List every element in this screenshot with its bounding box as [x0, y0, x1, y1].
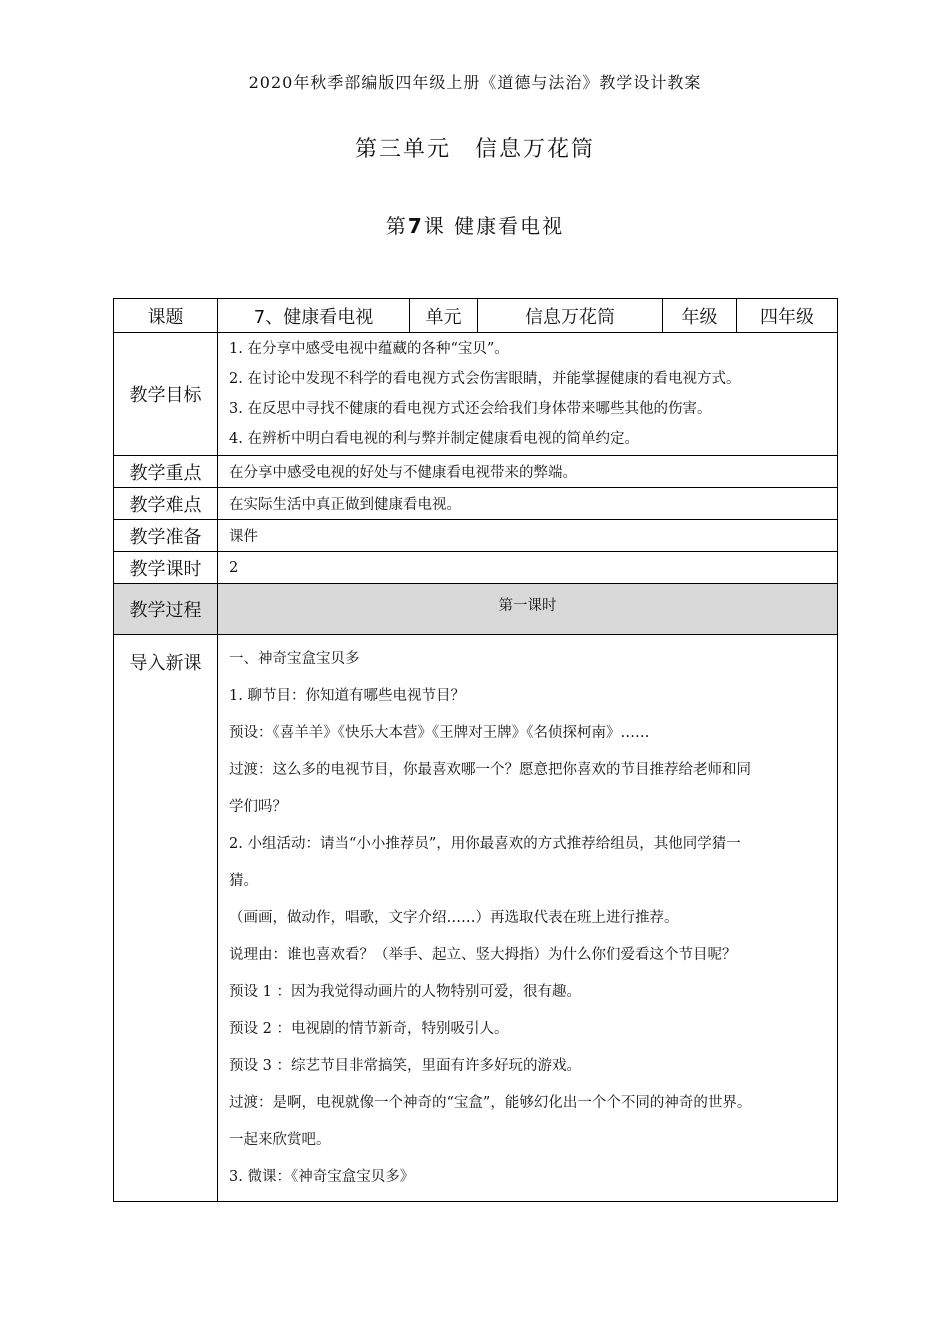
topic-value: 7、健康看电视	[218, 299, 410, 333]
topic-label: 课题	[114, 299, 218, 333]
intro-line: 2. 小组活动：请当“小小推荐员”，用你最喜欢的方式推荐给组员，其他同学猜一	[229, 836, 741, 852]
difficulties-label: 教学难点	[114, 488, 218, 520]
intro-row	[114, 635, 838, 1202]
goal-item: 2. 在讨论中发现不科学的看电视方式会伤害眼睛，并能掌握健康的看电视方式。	[229, 371, 741, 387]
process-period: 第一课时	[218, 584, 838, 635]
intro-line: 学们吗？	[229, 799, 287, 815]
key-points-text: 在分享中感受电视的好处与不健康看电视带来的弊端。	[218, 456, 838, 488]
process-row	[114, 584, 838, 635]
intro-line: 预设：《喜羊羊》《快乐大本营》《王牌对王牌》《名侦探柯南》……	[229, 725, 650, 741]
goal-item: 1. 在分享中感受电视中蕴藏的各种“宝贝”。	[229, 341, 509, 357]
lesson-plan-table	[113, 298, 838, 1202]
intro-line: 预设 2 ：电视剧的情节新奇，特别吸引人。	[229, 1021, 509, 1037]
preparation-text: 课件	[218, 520, 838, 552]
goals-list	[218, 333, 838, 456]
intro-content	[218, 635, 838, 1202]
intro-line: 预设 1 ：因为我觉得动画片的人物特别可爱，很有趣。	[229, 984, 581, 1000]
unit-value: 信息万花筒	[478, 299, 663, 333]
goal-item: 3. 在反思中寻找不健康的看电视方式还会给我们身体带来哪些其他的伤害。	[229, 401, 712, 417]
preparation-row	[114, 520, 838, 552]
intro-line: 一、神奇宝盒宝贝多	[229, 651, 360, 667]
preparation-label: 教学准备	[114, 520, 218, 552]
lesson-title	[0, 210, 950, 239]
intro-label: 导入新课	[114, 635, 218, 1202]
hours-label: 教学课时	[114, 552, 218, 584]
goal-item: 4. 在辨析中明白看电视的利与弊并制定健康看电视的简单约定。	[229, 431, 639, 447]
goals-label: 教学目标	[114, 333, 218, 456]
intro-line: （画画，做动作，唱歌，文字介绍……）再选取代表在班上进行推荐。	[229, 910, 679, 926]
lesson-prefix: 第	[385, 214, 408, 238]
hours-text: 2	[218, 552, 838, 584]
unit-label: 单元	[410, 299, 478, 333]
hours-row	[114, 552, 838, 584]
process-label: 教学过程	[114, 584, 218, 635]
intro-line: 说理由：谁也喜欢看？（举手、起立、竖大拇指）为什么你们爱看这个节目呢？	[229, 947, 737, 963]
goals-row	[114, 333, 838, 456]
intro-line: 3. 微课：《神奇宝盒宝贝多》	[229, 1169, 415, 1185]
intro-line: 过渡：这么多的电视节目，你最喜欢哪一个？愿意把你喜欢的节目推荐给老师和同	[229, 762, 751, 778]
intro-line: 过渡：是啊，电视就像一个神奇的“宝盒”，能够幻化出一个个不同的神奇的世界。	[229, 1095, 752, 1111]
lesson-number: 7	[407, 214, 424, 238]
grade-value: 四年级	[737, 299, 838, 333]
intro-line: 一起来欣赏吧。	[229, 1132, 331, 1148]
grade-label: 年级	[663, 299, 737, 333]
unit-title: 第三单元 信息万花筒	[354, 137, 595, 162]
document-header: 2020年秋季部编版四年级上册《道德与法治》教学设计教案	[248, 73, 702, 92]
key-points-row	[114, 456, 838, 488]
difficulties-text: 在实际生活中真正做到健康看电视。	[218, 488, 838, 520]
difficulties-row	[114, 488, 838, 520]
intro-line: 1. 聊节目：你知道有哪些电视节目？	[229, 688, 465, 704]
lesson-suffix: 课 健康看电视	[423, 214, 565, 238]
key-points-label: 教学重点	[114, 456, 218, 488]
info-row	[114, 299, 838, 333]
intro-line: 猜。	[229, 873, 258, 889]
intro-line: 预设 3 ：综艺节目非常搞笑，里面有许多好玩的游戏。	[229, 1058, 581, 1074]
